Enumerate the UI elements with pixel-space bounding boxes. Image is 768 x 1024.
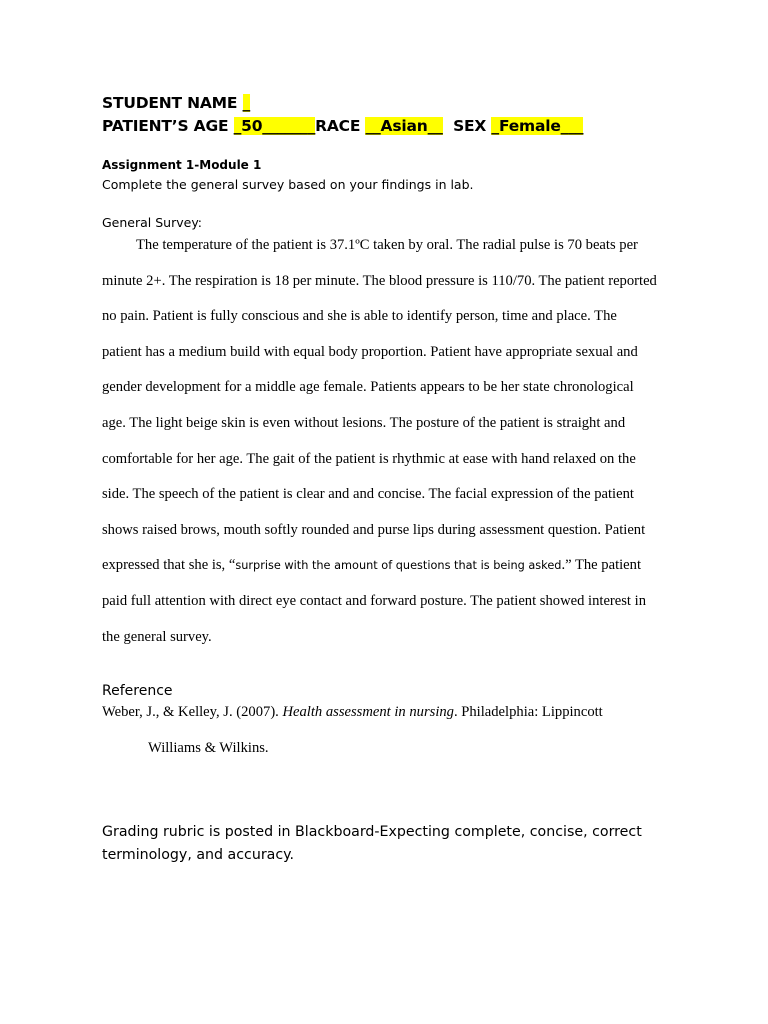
sex-value: _Female___: [491, 117, 584, 135]
assignment-instructions: Complete the general survey based on your findings in lab.: [102, 177, 474, 192]
survey-line: minute 2+. The respiration is 18 per minute. The blood pressure is 110/70. The patient reported: [102, 272, 657, 289]
patient-age-label: PATIENT’S AGE: [102, 117, 234, 135]
survey-line: shows raised brows, mouth softly rounded and purse lips during assessment question. Patient: [102, 521, 646, 538]
reference-authors: Weber, J., & Kelley, J. (2007).: [102, 704, 283, 720]
race-value: __Asian__: [365, 117, 443, 135]
grading-rubric-note: Grading rubric is posted in Blackboard-Expecting complete, concise, correct terminology, and accuracy.: [102, 824, 642, 863]
survey-line: gender development for a middle age female. Patients appears to be her state chronological: [102, 379, 634, 396]
survey-line: The temperature of the patient is 37.1ºC taken by oral. The radial pulse is 70 beats per: [136, 237, 638, 253]
survey-quote-line: [102, 548, 702, 584]
reference-entry: [102, 704, 603, 721]
patient-quote: surprise with the amount of questions that is being asked: [235, 559, 562, 573]
reference-publisher: . Philadelphia: Lippincott: [453, 704, 603, 720]
quote-intro: expressed that she is, “: [102, 557, 236, 574]
survey-line: no pain. Patient is fully conscious and she is able to identify person, time and place. The: [102, 308, 617, 325]
survey-line: paid full attention with direct eye contact and forward posture. The patient showed interest in: [102, 592, 646, 609]
quote-outro: .” The patient: [561, 557, 642, 574]
student-name-line: [102, 94, 250, 112]
patient-info-line: [102, 117, 583, 135]
reference-book-title: Health assessment in nursing: [282, 704, 454, 720]
patient-age-value: _50_______: [233, 117, 316, 135]
reference-heading: Reference: [102, 683, 173, 699]
general-survey-label: General Survey:: [102, 215, 203, 230]
survey-line: the general survey.: [102, 628, 212, 645]
survey-line: comfortable for her age. The gait of the patient is rhythmic at ease with hand relaxed on the: [102, 450, 636, 467]
survey-line: patient has a medium build with equal body proportion. Patient have appropriate sexual and: [102, 343, 638, 360]
general-survey-body: [102, 228, 702, 655]
race-label: RACE: [315, 117, 366, 135]
student-name-label: STUDENT NAME: [102, 94, 243, 112]
student-name-value: _: [242, 94, 251, 112]
assignment-title: Assignment 1-Module 1: [102, 158, 262, 172]
survey-line: age. The light beige skin is even without lesions. The posture of the patient is straight and: [102, 414, 626, 431]
sex-label: SEX: [453, 117, 492, 135]
reference-entry-continued: Williams & Wilkins.: [148, 740, 269, 756]
survey-line: side. The speech of the patient is clear and and concise. The facial expression of the patient: [102, 486, 634, 503]
